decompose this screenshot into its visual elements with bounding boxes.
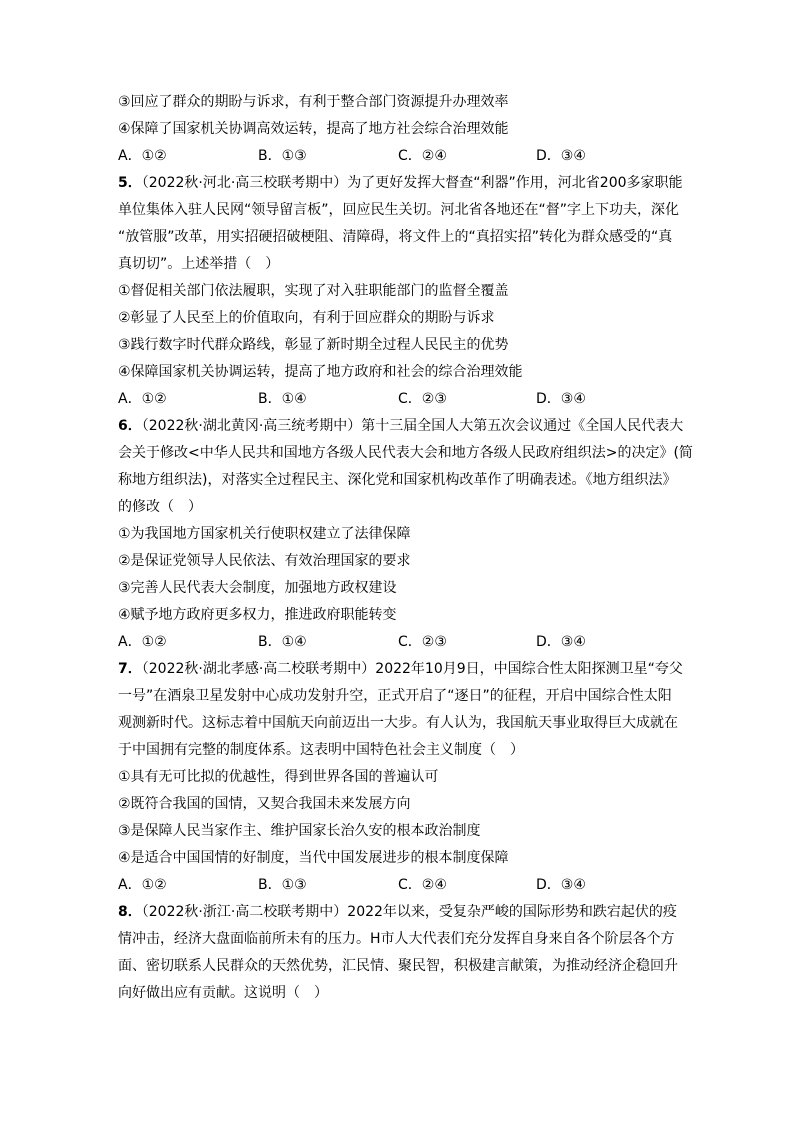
q7-stem-line-3: 观测新时代。这标志着中国航天向前迈出一大步。有人认为，我国航天事业取得巨大成就在 <box>118 715 678 731</box>
exam-page <box>118 92 693 1010</box>
q5-choices <box>118 389 678 409</box>
q7-statement-4: ④是适合中国国情的好制度，当代中国发展进步的根本制度保障 <box>118 850 509 866</box>
q5-source: （2022秋·河北·高三校联考期中） <box>141 175 348 191</box>
q6-choice-b: B．①④ <box>258 634 307 650</box>
q7-choice-a: A．①② <box>118 877 167 893</box>
q7-statement-2: ②既符合我国的国情，又契合我国未来发展方向 <box>118 796 411 812</box>
q4-choice-a: A．①② <box>118 148 167 164</box>
q7-stem-line-4: 于中国拥有完整的制度体系。这表明中国特色社会主义制度（ ） <box>118 742 524 758</box>
q6-number: 6． <box>118 418 142 434</box>
q5-stem-line-4: 真切切”。上述举措（ ） <box>118 256 280 272</box>
q6-statement-3: ③完善人民代表大会制度，加强地方政权建设 <box>118 580 397 596</box>
q5-choice-d: D．③④ <box>536 391 586 407</box>
q8-stem-line-3: 面、密切联系人民群众的天然优势，汇民情、聚民智，积极建言献策，为推动经济企稳回升 <box>118 958 678 974</box>
q6-statement-1: ①为我国地方国家机关行使职权建立了法律保障 <box>118 526 411 542</box>
q7-choices <box>118 875 678 895</box>
q4-choice-d: D．③④ <box>536 148 586 164</box>
q5-statement-4: ④保障国家机关协调运转，提高了地方政府和社会的综合治理效能 <box>118 364 523 380</box>
q6-choice-a: A．①② <box>118 634 167 650</box>
q6-source: （2022秋·湖北黄冈·高三统考期中） <box>141 418 362 434</box>
q8-stem-text-1: 2022年以来，受复杂严峻的国际形势和跌宕起伏的疫 <box>347 904 677 920</box>
q8-source: （2022秋·浙江·高二校联考期中） <box>141 904 348 920</box>
q5-number: 5． <box>118 175 142 191</box>
q7-choice-b: B．①③ <box>258 877 307 893</box>
q7-source: （2022秋·湖北孝感·高二校联考期中） <box>141 661 376 677</box>
q5-stem-text-1: 为了更好发挥大督查“利器”作用，河北省200多家职能 <box>347 175 683 191</box>
q6-stem-line-4: 的修改（ ） <box>118 499 202 515</box>
q8-stem-line-4: 向好做出应有贡献。这说明（ ） <box>118 985 328 1001</box>
q5-stem-line-1 <box>118 173 683 193</box>
q5-statement-1: ①督促相关部门依法履职，实现了对入驻职能部门的监督全覆盖 <box>118 283 509 299</box>
q6-stem-line-2: 会关于修改<中华人民共和国地方各级人民代表大会和地方各级人民政府组织法>的决定》(简 <box>118 445 693 461</box>
q5-stem-line-3: “放管服”改革，用实招硬招破梗阻、清障碍，将文件上的“真招实招”转化为群众感受的“真 <box>118 229 673 245</box>
q4-choices <box>118 146 678 166</box>
q7-statement-1: ①具有无可比拟的优越性，得到世界各国的普遍认可 <box>118 769 439 785</box>
q6-choice-d: D．③④ <box>536 634 586 650</box>
q8-stem-line-2: 情冲击，经济大盘面临前所未有的压力。H市人大代表们充分发挥自身来自各个阶层各个方 <box>118 931 675 947</box>
q7-stem-line-2: 一号”在酒泉卫星发射中心成功发射升空，正式开启了“逐日”的征程，开启中国综合性太阳 <box>118 688 672 704</box>
q6-choices <box>118 632 678 652</box>
q5-choice-c: C．②③ <box>398 391 447 407</box>
q6-stem-line-1 <box>118 416 684 436</box>
q6-choice-c: C．②③ <box>398 634 447 650</box>
q7-choice-c: C．②④ <box>398 877 447 893</box>
q5-stem-line-2: 单位集体入驻人民网“领导留言板”，回应民生关切。河北省各地还在“督”字上下功夫，深化 <box>118 202 680 218</box>
q5-choice-b: B．①④ <box>258 391 307 407</box>
q6-stem-line-3: 称地方组织法)，对落实全过程民主、深化党和国家机构改革作了明确表述。《地方组织法》 <box>118 472 677 488</box>
q4-statement-4: ④保障了国家机关协调高效运转，提高了地方社会综合治理效能 <box>118 121 509 137</box>
q6-statement-2: ②是保证党领导人民依法、有效治理国家的要求 <box>118 553 411 569</box>
q7-stem-line-1 <box>118 659 683 679</box>
q7-statement-3: ③是保障人民当家作主、维护国家长治久安的根本政治制度 <box>118 823 481 839</box>
q8-stem-line-1 <box>118 902 678 922</box>
q5-choice-a: A．①② <box>118 391 167 407</box>
q7-choice-d: D．③④ <box>536 877 586 893</box>
q5-statement-3: ③践行数字时代群众路线，彰显了新时期全过程人民民主的优势 <box>118 337 509 353</box>
q5-statement-2: ②彰显了人民至上的价值取向，有利于回应群众的期盼与诉求 <box>118 310 495 326</box>
q8-number: 8． <box>118 904 142 920</box>
q6-statement-4: ④赋予地方政府更多权力，推进政府职能转变 <box>118 607 397 623</box>
q4-choice-c: C．②④ <box>398 148 447 164</box>
q7-stem-text-1: 2022年10月9日，中国综合性太阳探测卫星“夸父 <box>375 661 683 677</box>
q4-statement-3: ③回应了群众的期盼与诉求，有利于整合部门资源提升办理效率 <box>118 94 509 110</box>
q7-number: 7． <box>118 661 142 677</box>
q6-stem-text-1: 第十三届全国人大第五次会议通过《全国人民代表大 <box>361 418 684 434</box>
q4-choice-b: B．①③ <box>258 148 307 164</box>
